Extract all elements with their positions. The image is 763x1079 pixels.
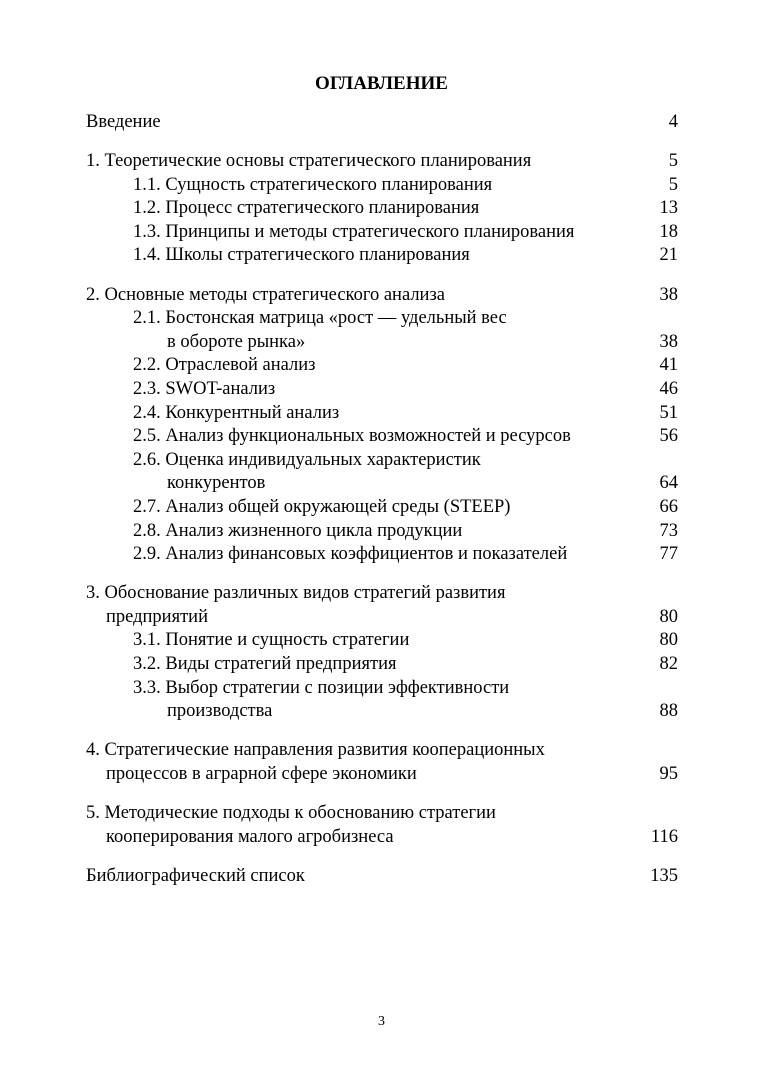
toc-chapter <box>86 150 678 174</box>
toc-entry-text-continued: процессов в аграрной сфере экономики <box>106 763 417 784</box>
toc-chapter <box>86 284 678 308</box>
toc-entry-text: 1.1. Сущность стратегического планирования <box>133 174 493 195</box>
toc-section-continued <box>86 472 678 496</box>
toc-entry-text: 2.1. Бостонская матрица «рост — удельный вес <box>133 308 507 329</box>
toc-entry-text: 5. Методические подходы к обоснованию стратегии <box>86 802 496 823</box>
toc-section <box>86 677 678 701</box>
toc-section <box>86 244 678 268</box>
toc-entry-page: 66 <box>659 496 678 517</box>
toc-entry-page: 135 <box>650 865 678 886</box>
toc-entry-page: 116 <box>650 826 678 847</box>
toc-section-continued <box>86 331 678 355</box>
page-number: 3 <box>378 1014 385 1029</box>
toc-entry-text: 1. Теоретические основы стратегического планирования <box>86 151 532 172</box>
toc-section <box>86 174 678 198</box>
toc-entry <box>86 865 678 889</box>
toc-entry-text: 2.4. Конкурентный анализ <box>133 402 340 423</box>
toc-entry-page: 5 <box>668 174 678 195</box>
toc-entry-text: 2. Основные методы стратегического анализа <box>86 284 445 305</box>
toc-entry-page: 5 <box>668 151 678 172</box>
toc-entry-text: 2.3. SWOT-анализ <box>133 378 276 399</box>
toc-entry <box>86 111 678 135</box>
toc-section <box>86 354 678 378</box>
toc-chapter <box>86 582 678 606</box>
toc-entry-page: 41 <box>659 355 678 376</box>
toc-entry-text-continued: предприятий <box>106 606 208 627</box>
toc-entry-text: 3.3. Выбор стратегии с позиции эффективности <box>133 677 510 698</box>
toc-entry-page: 13 <box>659 198 678 219</box>
toc-section <box>86 520 678 544</box>
toc-entry-page: 56 <box>659 426 678 447</box>
toc-section <box>86 653 678 677</box>
toc-entry-page: 77 <box>659 544 678 565</box>
toc-section <box>86 629 678 653</box>
toc-section <box>86 197 678 221</box>
toc-entry-text: 2.7. Анализ общей окружающей среды (STEEP) <box>133 496 511 517</box>
toc-entry-page: 73 <box>659 520 678 541</box>
toc-entry-text: 2.8. Анализ жизненного цикла продукции <box>133 520 463 541</box>
toc-entry-page: 95 <box>659 763 678 784</box>
toc-entry-page: 38 <box>659 331 678 352</box>
toc-entry-text-continued: кооперирования малого агробизнеса <box>106 826 394 847</box>
toc-entry-text: 1.4. Школы стратегического планирования <box>133 245 470 266</box>
toc-entry-text: 2.9. Анализ финансовых коэффициентов и показателей <box>133 544 568 565</box>
toc-chapter-continued <box>86 826 678 850</box>
toc-entry-text: Введение <box>86 112 161 132</box>
toc-entry-text: 3.2. Виды стратегий предприятия <box>133 653 397 674</box>
toc-entry-text-continued: конкурентов <box>167 473 266 494</box>
toc-section <box>86 449 678 473</box>
toc-chapter-continued <box>86 763 678 787</box>
toc-entry-page: 51 <box>659 402 678 423</box>
toc-chapter-continued <box>86 606 678 630</box>
toc-title: ОГЛАВЛЕНИЕ <box>315 73 448 94</box>
toc-entry-text: 1.2. Процесс стратегического планирования <box>133 198 480 219</box>
toc-entry-text: 3.1. Понятие и сущность стратегии <box>133 630 410 651</box>
table-of-contents <box>86 111 678 888</box>
toc-entry-text: 3. Обоснование различных видов стратегий развития <box>86 583 506 604</box>
toc-entry-page: 18 <box>659 221 678 242</box>
toc-section <box>86 378 678 402</box>
toc-entry-text: 4. Стратегические направления развития кооперационных <box>86 740 545 761</box>
toc-section <box>86 402 678 426</box>
toc-entry-page: 46 <box>659 378 678 399</box>
toc-chapter <box>86 802 678 826</box>
toc-entry-text: 2.6. Оценка индивидуальных характеристик <box>133 449 481 470</box>
toc-entry-text: 2.2. Отраслевой анализ <box>133 355 316 376</box>
toc-entry-text: 2.5. Анализ функциональных возможностей и ресурсов <box>133 426 571 447</box>
toc-entry-text: 1.3. Принципы и методы стратегического планирования <box>133 221 575 242</box>
toc-entry-page: 80 <box>659 606 678 627</box>
toc-section-continued <box>86 700 678 724</box>
toc-entry-text-continued: в обороте рынка» <box>167 331 306 352</box>
toc-entry-page: 88 <box>659 701 678 722</box>
toc-entry-page: 82 <box>659 653 678 674</box>
toc-section <box>86 543 678 567</box>
toc-entry-page: 64 <box>659 473 678 494</box>
toc-entry-text-continued: производства <box>167 701 273 722</box>
toc-entry-page: 21 <box>659 245 678 266</box>
toc-entry-text: Библиографический список <box>86 865 305 886</box>
toc-section <box>86 496 678 520</box>
toc-section <box>86 307 678 331</box>
toc-entry-page: 4 <box>668 112 678 132</box>
toc-entry-page: 38 <box>659 284 678 305</box>
toc-section <box>86 425 678 449</box>
toc-section <box>86 221 678 245</box>
toc-entry-page: 80 <box>659 630 678 651</box>
toc-chapter <box>86 739 678 763</box>
